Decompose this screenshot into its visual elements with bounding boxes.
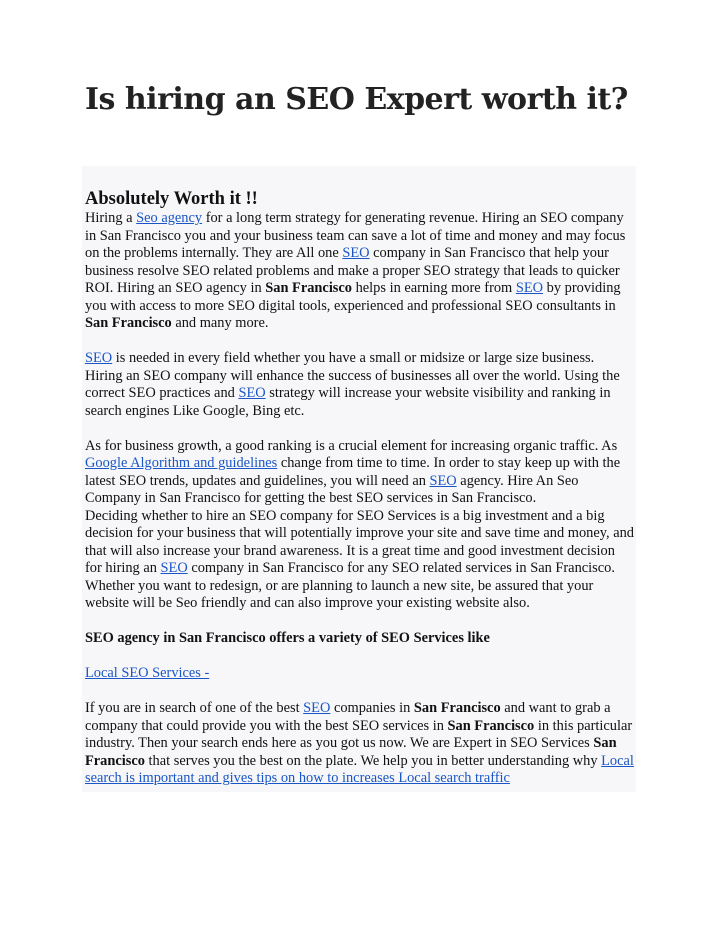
- text: helps in earning more from: [352, 280, 516, 296]
- text: by providing you with access to more SEO digital tools, experienced and professional SEO consultants in: [85, 280, 621, 314]
- section-heading: Absolutely Worth it !!: [85, 189, 258, 209]
- text: If you are in search of one of the best: [85, 700, 304, 716]
- text: and want to grab a company that could provide you with the best SEO services in: [85, 700, 611, 734]
- bold-text: San Francisco: [85, 315, 172, 331]
- text: strategy will increase your website visibility and ranking in search engines Like Google, Bing etc.: [85, 385, 611, 419]
- paragraph-local-seo: [85, 665, 634, 683]
- local-search-traffic-link[interactable]: Local search is important and gives tips on how to increases Local search traffic: [85, 752, 634, 786]
- text: companies in: [330, 700, 414, 716]
- page-title: Is hiring an SEO Expert worth it?: [85, 82, 628, 117]
- bold-text: San Francisco: [265, 280, 352, 296]
- paragraph-search: [85, 700, 634, 788]
- seo-link[interactable]: SEO: [238, 385, 266, 401]
- text: company in San Francisco that help your business resolve SEO related problems and make a proper SEO strategy that leads to quicker ROI. Hiring an SEO agency in: [85, 245, 620, 296]
- text: Hiring a: [85, 210, 137, 226]
- seo-link[interactable]: SEO: [160, 560, 188, 576]
- paragraph-seo-needed: [85, 350, 634, 420]
- bold-text: San Francisco: [447, 717, 535, 734]
- seo-link[interactable]: SEO: [429, 472, 457, 489]
- text: and many more.: [171, 315, 269, 331]
- bold-text: San Francisco: [413, 700, 501, 716]
- google-algorithm-link[interactable]: Google Algorithm and guidelines: [85, 455, 278, 471]
- text: that serves you the best on the plate. We help you in better understanding why: [144, 752, 602, 769]
- text: Deciding whether to hire an SEO company for SEO Services is a big investment and a big decision for your business that will potentially improve your site and save time and money, and that will also increase your brand awareness. It is a great time and good investment decision for hiring an: [85, 507, 634, 576]
- seo-link[interactable]: SEO: [515, 280, 544, 296]
- text: As for business growth, a good ranking is a crucial element for increasing organic traffic. As: [85, 437, 618, 454]
- text: for a long term strategy for generating revenue. Hiring an SEO company in San Francisco you and your business team can save a lot of time and money and may focus on the problems internally. They are All one: [85, 210, 626, 261]
- text: change from time to time. In order to stay keep up with the latest SEO trends, updates and guidelines, you will need an: [85, 455, 621, 489]
- text: in this particular industry. Then your search ends here as you got us now. We are Expert in SEO Services: [85, 717, 633, 751]
- text: agency. Hire An Seo Company in San Francisco for getting the best SEO services in San Francisco.: [85, 472, 579, 506]
- seo-link[interactable]: SEO: [85, 350, 113, 366]
- bold-text: San Francisco: [85, 735, 617, 769]
- text: company in San Francisco for any SEO related services in San Francisco. Whether you want to redesign, or are planning to launch a new site, be assured that your website will be Seo friendly and can also improve your existing website also.: [85, 560, 615, 611]
- article-body: [82, 166, 636, 792]
- seo-link[interactable]: SEO: [303, 700, 331, 716]
- text: is needed in every field whether you have a small or midsize or large size business. Hiring an SEO company will enhance the success of businesses all over the world. Using the correct SEO practices and: [85, 350, 620, 401]
- bold-text: SEO agency in San Francisco offers a variety of SEO Services like: [85, 630, 490, 646]
- paragraph-intro: [85, 210, 634, 333]
- paragraph-business-growth: [85, 438, 634, 613]
- seo-link[interactable]: SEO: [342, 245, 370, 261]
- seo-agency-link[interactable]: Seo agency: [136, 210, 203, 226]
- paragraph-services-intro: [85, 630, 634, 648]
- local-seo-services-link[interactable]: Local SEO Services -: [85, 665, 210, 681]
